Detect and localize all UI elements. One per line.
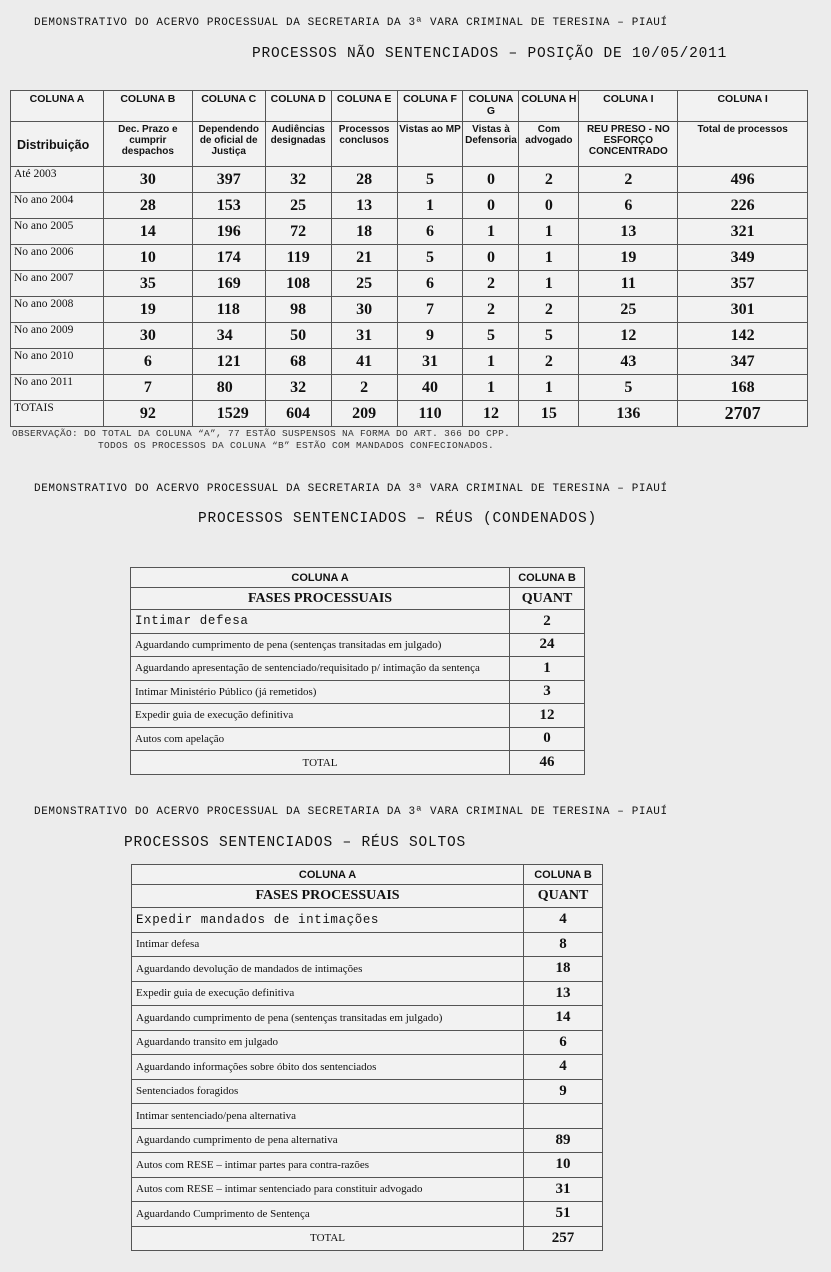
phases-header-row xyxy=(132,885,603,908)
phase-quant: 8 xyxy=(524,932,603,957)
subheader-row xyxy=(11,122,808,167)
cell-value: 32 xyxy=(265,375,331,401)
cell-value: 174 xyxy=(192,245,265,271)
table-row xyxy=(131,727,585,751)
subheader: Audiências designadas xyxy=(265,122,331,167)
subheader: Com advogado xyxy=(519,122,579,167)
cell-value: 92 xyxy=(103,401,192,427)
cell-value: 12 xyxy=(579,323,678,349)
cell-value: 10 xyxy=(103,245,192,271)
cell-value: 1 xyxy=(519,375,579,401)
section3-subheading: PROCESSOS SENTENCIADOS – RÉUS SOLTOS xyxy=(124,835,467,851)
col-header: COLUNA I xyxy=(579,91,678,122)
subheader: REU PRESO - NO ESFORÇO CONCENTRADO xyxy=(579,122,678,167)
subheader: Distribuição xyxy=(11,122,104,167)
cell-value: 31 xyxy=(331,323,397,349)
cell-value: 41 xyxy=(331,349,397,375)
cell-value: 68 xyxy=(265,349,331,375)
col-header: COLUNA E xyxy=(331,91,397,122)
subheader: Vistas ao MP xyxy=(397,122,463,167)
table-row xyxy=(132,1153,603,1178)
row-label: No ano 2007 xyxy=(11,271,104,297)
phase-quant: 13 xyxy=(524,981,603,1006)
col-header: COLUNA I xyxy=(678,91,808,122)
cell-value: 19 xyxy=(579,245,678,271)
cell-value: 1 xyxy=(519,245,579,271)
table-row xyxy=(132,1104,603,1129)
subheader: Vistas à Defensoria xyxy=(463,122,519,167)
cell-value: 30 xyxy=(331,297,397,323)
table-row xyxy=(132,957,603,982)
phase-label: Sentenciados foragidos xyxy=(132,1079,524,1104)
table-row xyxy=(132,1177,603,1202)
cell-value: 118 xyxy=(192,297,265,323)
cell-value: 301 xyxy=(678,297,808,323)
cell-value: 1 xyxy=(397,193,463,219)
cell-value: 30 xyxy=(103,323,192,349)
section3-heading: DEMONSTRATIVO DO ACERVO PROCESSUAL DA SECRETARIA DA 3ª VARA CRIMINAL DE TERESINA – PIAUÍ xyxy=(34,806,668,818)
phase-label: Aguardando cumprimento de pena (sentenças transitadas em julgado) xyxy=(131,633,510,657)
table-row xyxy=(11,323,808,349)
quant-label: QUANT xyxy=(524,885,603,908)
cell-value: 30 xyxy=(103,167,192,193)
cell-value: 28 xyxy=(331,167,397,193)
cell-value: 34 xyxy=(192,323,265,349)
cell-value: 40 xyxy=(397,375,463,401)
col-header: COLUNA B xyxy=(103,91,192,122)
phase-label: Autos com apelação xyxy=(131,727,510,751)
cell-value: 1529 xyxy=(192,401,265,427)
col-header: COLUNA H xyxy=(519,91,579,122)
phase-label: Aguardando cumprimento de pena alternativa xyxy=(132,1128,524,1153)
table-row xyxy=(11,193,808,219)
phase-quant: 3 xyxy=(510,680,585,704)
cell-value: 5 xyxy=(397,245,463,271)
section2-subheading: PROCESSOS SENTENCIADOS – RÉUS (CONDENADOS) xyxy=(198,511,598,527)
phase-label: Intimar defesa xyxy=(131,610,510,634)
cell-value: 2 xyxy=(519,297,579,323)
cell-value: 9 xyxy=(397,323,463,349)
cell-value: 25 xyxy=(579,297,678,323)
column-header-row xyxy=(11,91,808,122)
total-label: TOTAL xyxy=(131,751,510,775)
table-row xyxy=(132,981,603,1006)
row-label: No ano 2009 xyxy=(11,323,104,349)
total-label: TOTAL xyxy=(132,1226,524,1250)
table-row xyxy=(132,1030,603,1055)
col-header: COLUNA A xyxy=(132,865,524,885)
cell-value: 347 xyxy=(678,349,808,375)
quant-label: QUANT xyxy=(510,588,585,610)
table-row xyxy=(132,1006,603,1031)
cell-value: 121 xyxy=(192,349,265,375)
cell-value: 12 xyxy=(463,401,519,427)
cell-value: 25 xyxy=(265,193,331,219)
phase-quant: 18 xyxy=(524,957,603,982)
total-value: 46 xyxy=(510,751,585,775)
phases-label: FASES PROCESSUAIS xyxy=(131,588,510,610)
col-header: COLUNA A xyxy=(131,568,510,588)
cell-value: 110 xyxy=(397,401,463,427)
cell-value: 397 xyxy=(192,167,265,193)
phases-label: FASES PROCESSUAIS xyxy=(132,885,524,908)
cell-value: 1 xyxy=(463,349,519,375)
cell-value: 7 xyxy=(397,297,463,323)
column-header-row xyxy=(132,865,603,885)
table-row xyxy=(131,704,585,728)
cell-value: 1 xyxy=(463,219,519,245)
cell-value: 349 xyxy=(678,245,808,271)
cell-value: 0 xyxy=(463,167,519,193)
phase-quant: 9 xyxy=(524,1079,603,1104)
phase-label: Expedir mandados de intimações xyxy=(132,908,524,933)
row-label: No ano 2006 xyxy=(11,245,104,271)
cell-value: 2 xyxy=(331,375,397,401)
cell-value: 5 xyxy=(463,323,519,349)
phase-quant: 89 xyxy=(524,1128,603,1153)
cell-value: 6 xyxy=(579,193,678,219)
phase-label: Aguardando informações sobre óbito dos sentenciados xyxy=(132,1055,524,1080)
phase-quant: 2 xyxy=(510,610,585,634)
phase-quant: 1 xyxy=(510,657,585,681)
cell-value: 19 xyxy=(103,297,192,323)
table-row xyxy=(131,680,585,704)
table-row xyxy=(11,297,808,323)
phase-quant: 6 xyxy=(524,1030,603,1055)
table-row xyxy=(11,375,808,401)
table-row xyxy=(132,1128,603,1153)
cell-value: 0 xyxy=(463,193,519,219)
total-row xyxy=(131,751,585,775)
observation-line-1: OBSERVAÇÃO: DO TOTAL DA COLUNA “A”, 77 ESTÃO SUSPENSOS NA FORMA DO ART. 366 DO CPP. xyxy=(12,428,511,439)
col-header: COLUNA G xyxy=(463,91,519,122)
cell-value: 15 xyxy=(519,401,579,427)
cell-value: 169 xyxy=(192,271,265,297)
cell-value: 168 xyxy=(678,375,808,401)
phase-label: Aguardando Cumprimento de Sentença xyxy=(132,1202,524,1227)
phase-label: Aguardando apresentação de sentenciado/requisitado p/ intimação da sentença xyxy=(131,657,510,681)
section2-heading: DEMONSTRATIVO DO ACERVO PROCESSUAL DA SECRETARIA DA 3ª VARA CRIMINAL DE TERESINA – PIAUÍ xyxy=(34,483,668,495)
col-header: COLUNA C xyxy=(192,91,265,122)
phase-quant: 10 xyxy=(524,1153,603,1178)
table-row xyxy=(131,633,585,657)
row-label: No ano 2011 xyxy=(11,375,104,401)
cell-value: 7 xyxy=(103,375,192,401)
col-header: COLUNA B xyxy=(524,865,603,885)
subheader: Total de processos xyxy=(678,122,808,167)
phase-quant: 31 xyxy=(524,1177,603,1202)
cell-value: 18 xyxy=(331,219,397,245)
phase-label: Intimar Ministério Público (já remetidos) xyxy=(131,680,510,704)
phase-quant: 4 xyxy=(524,1055,603,1080)
cell-value: 5 xyxy=(579,375,678,401)
col-header: COLUNA B xyxy=(510,568,585,588)
phase-label: Aguardando devolução de mandados de intimações xyxy=(132,957,524,982)
cell-value: 119 xyxy=(265,245,331,271)
cell-value: 98 xyxy=(265,297,331,323)
cell-value: 80 xyxy=(192,375,265,401)
section1-subheading: PROCESSOS NÃO SENTENCIADOS – POSIÇÃO DE 10/05/2011 xyxy=(252,46,728,62)
phase-label: Intimar sentenciado/pena alternativa xyxy=(132,1104,524,1129)
cell-value: 357 xyxy=(678,271,808,297)
cell-value: 142 xyxy=(678,323,808,349)
cell-value: 6 xyxy=(397,271,463,297)
phase-label: Expedir guia de execução definitiva xyxy=(132,981,524,1006)
cell-value: 32 xyxy=(265,167,331,193)
phase-label: Intimar defesa xyxy=(132,932,524,957)
cell-value: 226 xyxy=(678,193,808,219)
col-header: COLUNA D xyxy=(265,91,331,122)
table-row xyxy=(132,1079,603,1104)
cell-value: 2707 xyxy=(678,401,808,427)
subheader: Processos conclusos xyxy=(331,122,397,167)
row-label: No ano 2008 xyxy=(11,297,104,323)
cell-value: 196 xyxy=(192,219,265,245)
table-row xyxy=(131,657,585,681)
total-value: 257 xyxy=(524,1226,603,1250)
cell-value: 321 xyxy=(678,219,808,245)
table-row xyxy=(11,167,808,193)
cell-value: 28 xyxy=(103,193,192,219)
phase-quant: 24 xyxy=(510,633,585,657)
totals-row xyxy=(11,401,808,427)
cell-value: 604 xyxy=(265,401,331,427)
cell-value: 2 xyxy=(463,297,519,323)
cell-value: 43 xyxy=(579,349,678,375)
table-row xyxy=(132,1202,603,1227)
row-label: TOTAIS xyxy=(11,401,104,427)
section1-heading: DEMONSTRATIVO DO ACERVO PROCESSUAL DA SECRETARIA DA 3ª VARA CRIMINAL DE TERESINA – PIAUÍ xyxy=(34,17,668,29)
phase-quant: 51 xyxy=(524,1202,603,1227)
phase-label: Autos com RESE – intimar sentenciado para constituir advogado xyxy=(132,1177,524,1202)
cell-value: 209 xyxy=(331,401,397,427)
cell-value: 14 xyxy=(103,219,192,245)
cell-value: 5 xyxy=(397,167,463,193)
cell-value: 6 xyxy=(397,219,463,245)
cell-value: 13 xyxy=(579,219,678,245)
subheader: Dependendo de oficial de Justiça xyxy=(192,122,265,167)
table-row xyxy=(11,271,808,297)
cell-value: 50 xyxy=(265,323,331,349)
observation-line-2: TODOS OS PROCESSOS DA COLUNA “B” ESTÃO COM MANDADOS CONFECIONADOS. xyxy=(98,440,495,451)
unsentenced-table xyxy=(10,90,808,427)
released-defendants-table xyxy=(131,864,603,1251)
row-label: No ano 2004 xyxy=(11,193,104,219)
table-row xyxy=(131,610,585,634)
column-header-row xyxy=(131,568,585,588)
cell-value: 0 xyxy=(463,245,519,271)
cell-value: 153 xyxy=(192,193,265,219)
cell-value: 2 xyxy=(519,167,579,193)
phase-quant: 4 xyxy=(524,908,603,933)
cell-value: 0 xyxy=(519,193,579,219)
cell-value: 1 xyxy=(519,271,579,297)
cell-value: 108 xyxy=(265,271,331,297)
phase-label: Autos com RESE – intimar partes para contra-razões xyxy=(132,1153,524,1178)
cell-value: 31 xyxy=(397,349,463,375)
cell-value: 35 xyxy=(103,271,192,297)
phase-label: Expedir guia de execução definitiva xyxy=(131,704,510,728)
phase-quant xyxy=(524,1104,603,1129)
cell-value: 496 xyxy=(678,167,808,193)
cell-value: 25 xyxy=(331,271,397,297)
cell-value: 72 xyxy=(265,219,331,245)
cell-value: 13 xyxy=(331,193,397,219)
table-row xyxy=(132,932,603,957)
subheader: Dec. Prazo e cumprir despachos xyxy=(103,122,192,167)
table-row xyxy=(11,245,808,271)
total-row xyxy=(132,1226,603,1250)
cell-value: 2 xyxy=(579,167,678,193)
col-header: COLUNA F xyxy=(397,91,463,122)
cell-value: 1 xyxy=(463,375,519,401)
cell-value: 1 xyxy=(519,219,579,245)
table-row xyxy=(11,219,808,245)
table-row xyxy=(11,349,808,375)
cell-value: 136 xyxy=(579,401,678,427)
convicted-table xyxy=(130,567,585,775)
table-row xyxy=(132,908,603,933)
row-label: No ano 2010 xyxy=(11,349,104,375)
phase-label: Aguardando transito em julgado xyxy=(132,1030,524,1055)
cell-value: 2 xyxy=(519,349,579,375)
cell-value: 21 xyxy=(331,245,397,271)
table-row xyxy=(132,1055,603,1080)
phases-header-row xyxy=(131,588,585,610)
cell-value: 5 xyxy=(519,323,579,349)
phase-label: Aguardando cumprimento de pena (sentenças transitadas em julgado) xyxy=(132,1006,524,1031)
cell-value: 2 xyxy=(463,271,519,297)
phase-quant: 12 xyxy=(510,704,585,728)
row-label: No ano 2005 xyxy=(11,219,104,245)
cell-value: 11 xyxy=(579,271,678,297)
col-header: COLUNA A xyxy=(11,91,104,122)
row-label: Até 2003 xyxy=(11,167,104,193)
cell-value: 6 xyxy=(103,349,192,375)
phase-quant: 14 xyxy=(524,1006,603,1031)
phase-quant: 0 xyxy=(510,727,585,751)
